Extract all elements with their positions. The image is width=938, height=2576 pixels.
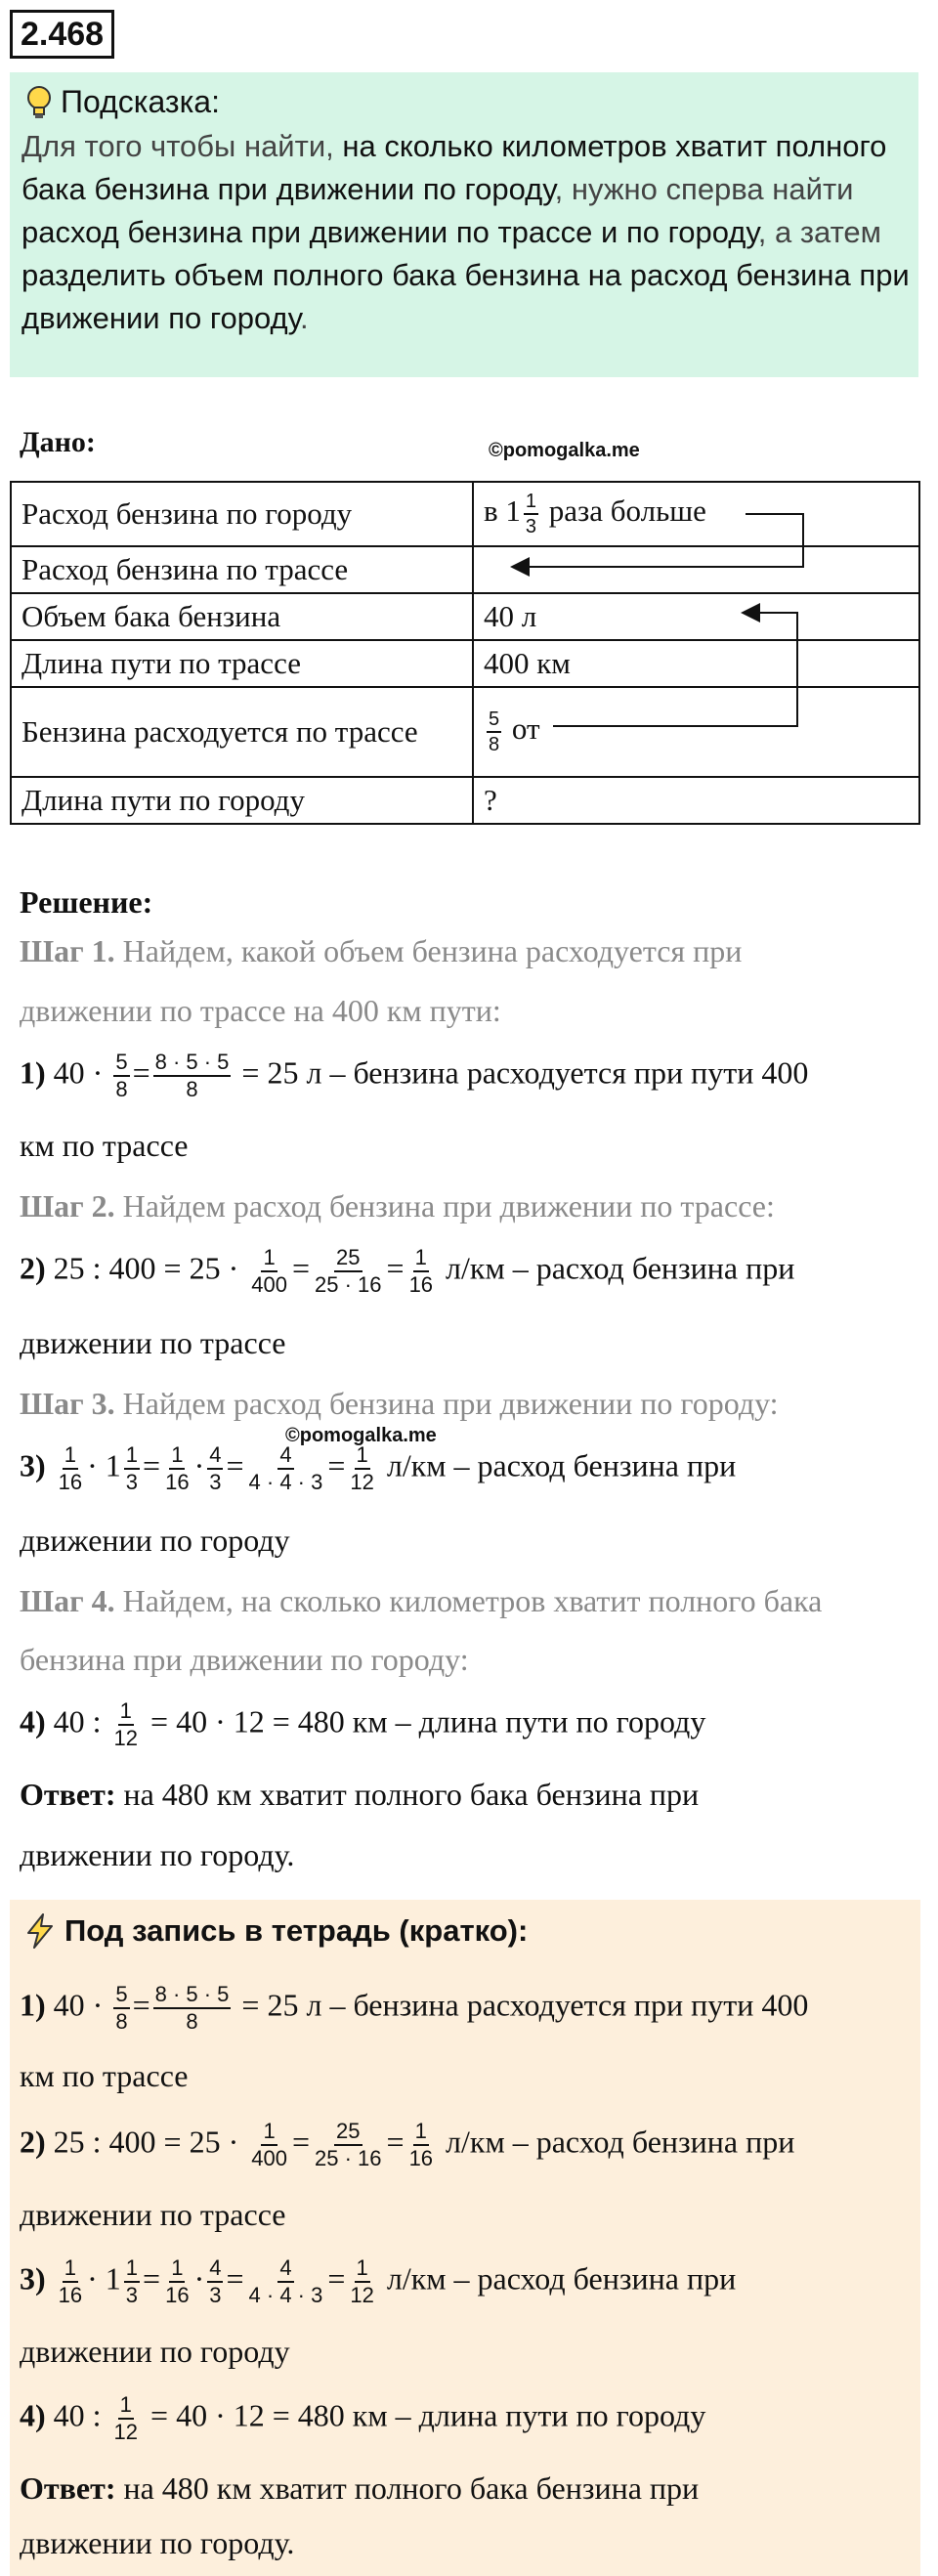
row-value: в 1 $\frac{1}{3}$ раза больше <box>473 482 919 546</box>
watermark: ©pomogalka.me <box>489 440 640 461</box>
given-heading: Дано: <box>20 426 96 458</box>
step-4-cont: бензина при движении по городу: <box>20 1642 469 1677</box>
equation-3-cont: движении по городу <box>20 1523 290 1558</box>
row-label: Объем бака бензина <box>11 593 473 640</box>
step-2: Шаг 2. Найдем расход бензина при движении по трассе: <box>20 1188 775 1224</box>
equation-4: 4) 40 : $\frac{1}{12}$ = 40 · 12 = 480 км – длина пути по городу <box>20 1698 706 1750</box>
lightbulb-icon <box>25 85 53 120</box>
step-3: Шаг 3. Найдем расход бензина при движении по городу: <box>20 1386 779 1421</box>
equation-1-cont: км по трассе <box>20 1128 189 1163</box>
solution-heading: Решение: <box>20 884 153 920</box>
problem-number: 2.468 <box>10 10 114 59</box>
step-1-cont: движении по трассе на 400 км пути: <box>20 993 501 1028</box>
equation-3: 3) $\frac{1}{16}$ · 1 $\frac{1}{3}$ = $\frac{1}{16}$ · $\frac{4}{3}$ = $\frac{4}{4 \cdot 4 \cdot 3}$ = $\frac{1}{12}$ л/км – расход бензина при <box>20 2255 737 2307</box>
equation-1: 1) 40 · $\frac{5}{8}$ = $\frac{8 \cdot 5 \cdot 5}{8}$ = 25 л – бензина расходуется при пути 400 <box>20 1050 809 1101</box>
watermark: ©pomogalka.me <box>285 1425 437 1446</box>
arrow-city-to-highway <box>514 514 803 567</box>
equation-2-cont: движении по трассе <box>20 2197 286 2232</box>
answer: Ответ: на 480 км хватит полного бака бензина при <box>20 1777 700 1812</box>
notebook-title: Под запись в тетрадь (кратко): <box>25 1913 528 1949</box>
row-value: ? <box>473 777 919 824</box>
arrow-fraction-to-tank <box>553 613 797 726</box>
row-value: $\frac{5}{8}$ от <box>473 687 919 777</box>
row-value: 400 км <box>473 640 919 687</box>
row-label: Расход бензина по трассе <box>11 546 473 593</box>
answer-cont: движении по городу. <box>20 1837 295 1872</box>
step-1: Шаг 1. Найдем, какой объем бензина расходуется при <box>20 933 743 968</box>
equation-1: 1) 40 · $\frac{5}{8}$ = $\frac{8 \cdot 5 \cdot 5}{8}$ = 25 л – бензина расходуется при пути 400 <box>20 1982 809 2034</box>
row-label: Длина пути по трассе <box>11 640 473 687</box>
answer: Ответ: на 480 км хватит полного бака бензина при <box>20 2470 700 2506</box>
equation-2: 2) 25 : 400 = 25 · $\frac{1}{400}$ = $\frac{25}{25 \cdot 16}$ = $\frac{1}{16}$ л/км – расход бензина при <box>20 1245 795 1297</box>
equation-4: 4) 40 : $\frac{1}{12}$ = 40 · 12 = 480 км – длина пути по городу <box>20 2392 706 2444</box>
step-4: Шаг 4. Найдем, на сколько километров хватит полного бака <box>20 1583 823 1618</box>
answer-cont: движении по городу. <box>20 2525 295 2560</box>
row-label: Бензина расходуется по трассе <box>11 687 473 777</box>
row-label: Расход бензина по городу <box>11 482 473 546</box>
notebook-box <box>10 1900 920 2576</box>
hint-title: Подсказка: <box>25 84 220 120</box>
equation-2: 2) 25 : 400 = 25 · $\frac{1}{400}$ = $\frac{25}{25 \cdot 16}$ = $\frac{1}{16}$ л/км – расход бензина при <box>20 2119 795 2170</box>
hint-box <box>10 72 918 377</box>
lightning-icon <box>25 1913 55 1949</box>
row-value: 40 л <box>473 593 919 640</box>
equation-3: 3) $\frac{1}{16}$ · 1 $\frac{1}{3}$ = $\frac{1}{16}$ · $\frac{4}{3}$ = $\frac{4}{4 \cdot 4 \cdot 3}$ = $\frac{1}{12}$ л/км – расход бензина при <box>20 1442 737 1494</box>
fraction: $\frac{5}{8}$ <box>489 708 500 755</box>
equation-3-cont: движении по городу <box>20 2334 290 2369</box>
hint-text: Для того чтобы найти, на сколько километров хватит полного бака бензина при движении по городу, нужно сперва найти расход бензина при движении по трассе и по городу, а затем разделить объем полного бака бензина на расход бензина при движении по городу. <box>21 129 910 335</box>
equation-2-cont: движении по трассе <box>20 1325 286 1360</box>
row-label: Длина пути по городу <box>11 777 473 824</box>
fraction: $\frac{1}{3}$ <box>525 491 537 537</box>
equation-1-cont: км по трассе <box>20 2058 189 2093</box>
